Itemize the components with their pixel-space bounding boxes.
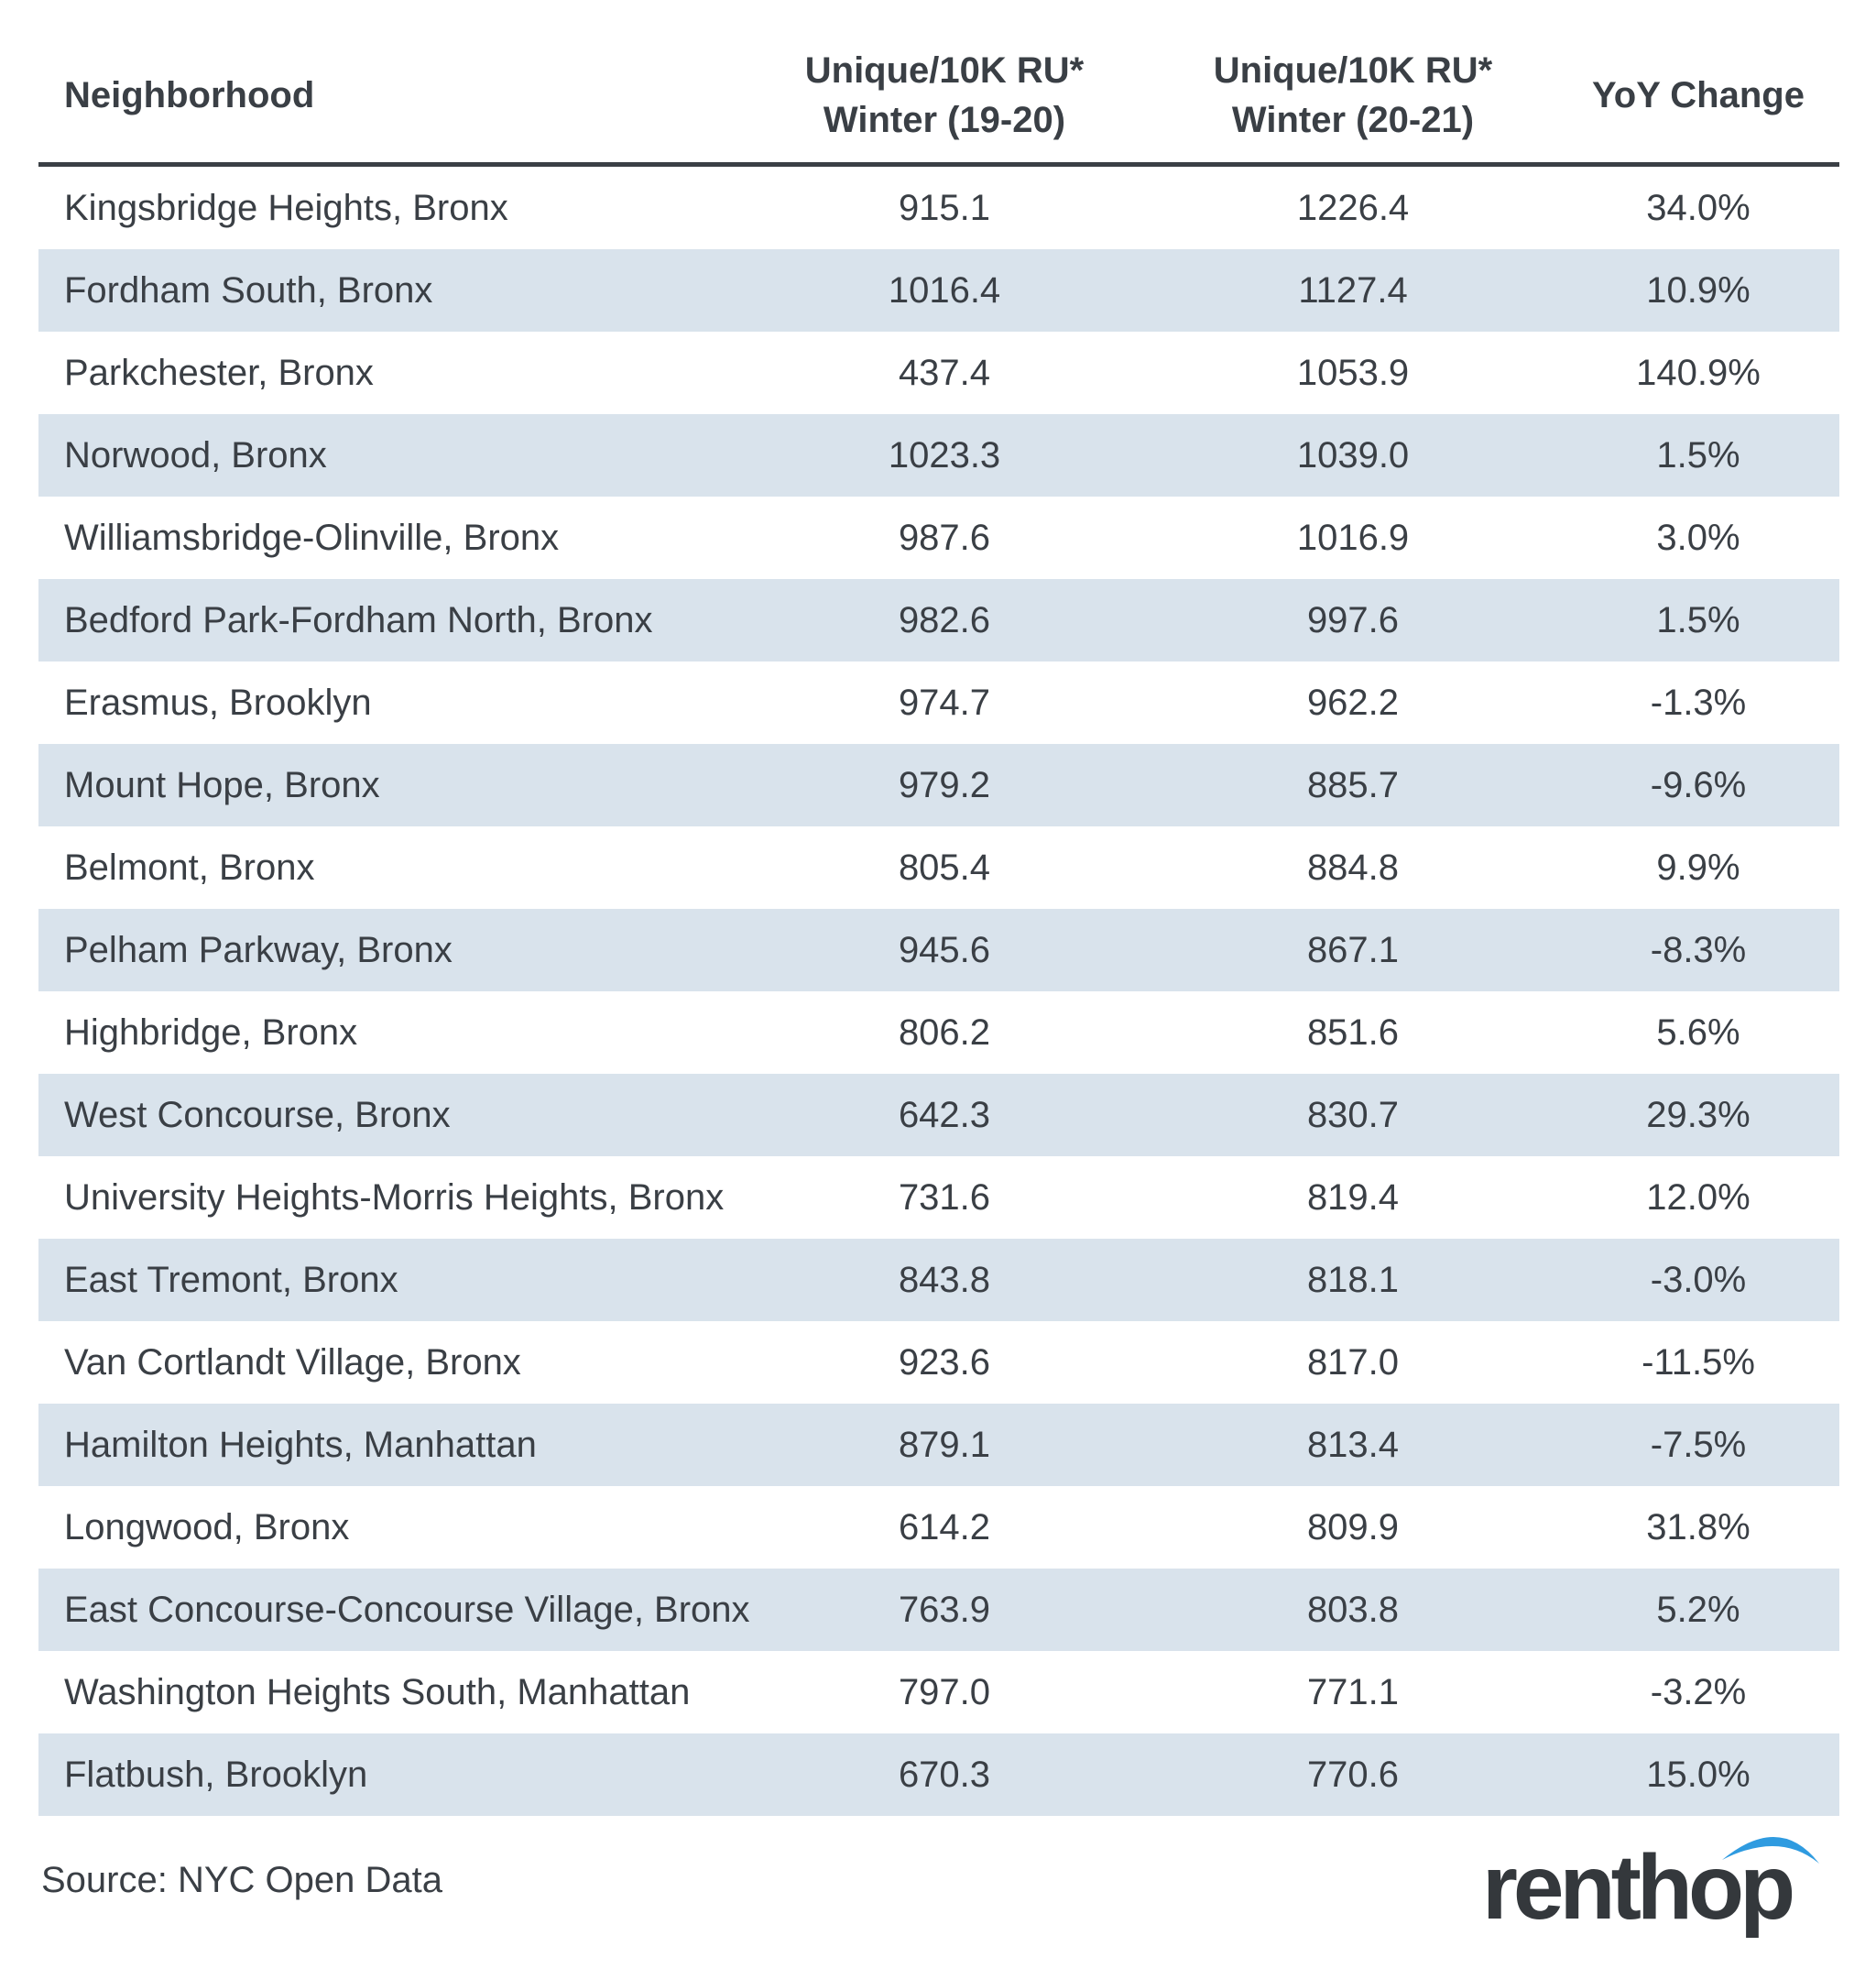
- cell-winter-20-21: 1127.4: [1149, 249, 1557, 332]
- cell-yoy-change: -3.0%: [1557, 1239, 1839, 1321]
- header-winter-20-21-line1: Unique/10K RU*: [1213, 49, 1493, 91]
- cell-yoy-change: -7.5%: [1557, 1404, 1839, 1486]
- cell-yoy-change: 31.8%: [1646, 1506, 1751, 1547]
- cell-winter-19-20: 879.1: [740, 1404, 1149, 1486]
- header-winter-20-21: [1149, 27, 1557, 165]
- cell-winter-20-21: 770.6: [1149, 1733, 1557, 1816]
- table-row: [38, 1569, 1839, 1651]
- table-row: [38, 579, 1839, 661]
- cell-winter-20-21: 817.0: [1306, 1341, 1400, 1383]
- cell-winter-19-20: 642.3: [740, 1074, 1149, 1156]
- table-row: [38, 1651, 1839, 1733]
- cell-neighborhood: Longwood, Bronx: [64, 1506, 350, 1547]
- cell-winter-20-21: 1016.9: [1296, 517, 1410, 558]
- cell-yoy-change: 29.3%: [1557, 1074, 1839, 1156]
- table-body: [38, 165, 1839, 1817]
- table-row: [38, 1733, 1839, 1816]
- cell-winter-19-20: 982.6: [740, 579, 1149, 661]
- cell-winter-20-21: 997.6: [1149, 579, 1557, 661]
- cell-winter-20-21: 803.8: [1149, 1569, 1557, 1651]
- table-row: [38, 661, 1839, 744]
- cell-yoy-change: 12.0%: [1646, 1176, 1751, 1218]
- data-table-container: [38, 27, 1839, 1816]
- cell-neighborhood: Kingsbridge Heights, Bronx: [64, 187, 508, 228]
- cell-neighborhood: Highbridge, Bronx: [64, 1011, 358, 1053]
- cell-yoy-change: 34.0%: [1646, 187, 1751, 228]
- cell-yoy-change: 9.9%: [1656, 847, 1740, 888]
- cell-yoy-change: -9.6%: [1557, 744, 1839, 826]
- cell-yoy-change: 5.6%: [1656, 1011, 1740, 1053]
- cell-winter-20-21: 962.2: [1306, 682, 1400, 723]
- renthop-logo: [1473, 1823, 1839, 1942]
- cell-winter-20-21: 851.6: [1306, 1011, 1400, 1053]
- cell-winter-19-20: 945.6: [740, 909, 1149, 991]
- cell-yoy-change: 1.5%: [1557, 579, 1839, 661]
- cell-winter-19-20: 614.2: [898, 1506, 991, 1547]
- cell-neighborhood: Erasmus, Brooklyn: [64, 682, 372, 723]
- header-winter-19-20: [740, 27, 1149, 165]
- cell-neighborhood: Williamsbridge-Olinville, Bronx: [64, 517, 560, 558]
- cell-neighborhood: Norwood, Bronx: [38, 414, 740, 497]
- cell-winter-20-21: 1226.4: [1296, 187, 1410, 228]
- cell-yoy-change: 140.9%: [1636, 352, 1761, 393]
- cell-winter-19-20: 731.6: [898, 1176, 991, 1218]
- cell-winter-19-20: 806.2: [898, 1011, 991, 1053]
- cell-yoy-change: 3.0%: [1656, 517, 1740, 558]
- table-row: [38, 909, 1839, 991]
- cell-neighborhood: Washington Heights South, Manhattan: [64, 1671, 691, 1712]
- cell-winter-19-20: 670.3: [740, 1733, 1149, 1816]
- cell-neighborhood: Flatbush, Brooklyn: [38, 1733, 740, 1816]
- cell-winter-19-20: 987.6: [898, 517, 991, 558]
- table-row: [38, 249, 1839, 332]
- cell-winter-20-21: 1053.9: [1296, 352, 1410, 393]
- cell-winter-20-21: 819.4: [1306, 1176, 1400, 1218]
- cell-yoy-change: -3.2%: [1650, 1671, 1747, 1712]
- cell-yoy-change: 5.2%: [1557, 1569, 1839, 1651]
- logo-wordmark: renthop: [1482, 1836, 1792, 1939]
- cell-winter-19-20: 974.7: [898, 682, 991, 723]
- cell-neighborhood: Pelham Parkway, Bronx: [38, 909, 740, 991]
- neighborhood-table: [38, 27, 1839, 1816]
- cell-winter-20-21: 813.4: [1149, 1404, 1557, 1486]
- cell-winter-19-20: 1016.4: [740, 249, 1149, 332]
- table-row: [38, 414, 1839, 497]
- table-row: [38, 497, 1839, 579]
- cell-neighborhood: Hamilton Heights, Manhattan: [38, 1404, 740, 1486]
- header-neighborhood-label: Neighborhood: [64, 74, 315, 115]
- header-yoy-change-label: YoY Change: [1592, 74, 1805, 115]
- cell-yoy-change: -8.3%: [1557, 909, 1839, 991]
- cell-winter-20-21: 884.8: [1306, 847, 1400, 888]
- cell-winter-20-21: 818.1: [1149, 1239, 1557, 1321]
- header-neighborhood: [38, 27, 740, 165]
- cell-winter-19-20: 923.6: [898, 1341, 991, 1383]
- cell-winter-19-20: 1023.3: [740, 414, 1149, 497]
- cell-neighborhood: Mount Hope, Bronx: [38, 744, 740, 826]
- cell-winter-19-20: 797.0: [898, 1671, 991, 1712]
- cell-winter-20-21: 867.1: [1149, 909, 1557, 991]
- cell-neighborhood: Belmont, Bronx: [64, 847, 315, 888]
- cell-winter-20-21: 809.9: [1306, 1506, 1400, 1547]
- cell-winter-20-21: 771.1: [1306, 1671, 1400, 1712]
- cell-neighborhood: Parkchester, Bronx: [64, 352, 374, 393]
- cell-winter-19-20: 843.8: [740, 1239, 1149, 1321]
- cell-winter-19-20: 915.1: [898, 187, 991, 228]
- table-row: [38, 1239, 1839, 1321]
- cell-winter-19-20: 979.2: [740, 744, 1149, 826]
- table-row: [38, 826, 1839, 909]
- cell-neighborhood: West Concourse, Bronx: [38, 1074, 740, 1156]
- cell-neighborhood: Fordham South, Bronx: [38, 249, 740, 332]
- cell-neighborhood: Bedford Park-Fordham North, Bronx: [38, 579, 740, 661]
- table-row: [38, 1486, 1839, 1569]
- header-yoy-change: [1557, 27, 1839, 165]
- header-winter-20-21-line2: Winter (20-21): [1231, 99, 1475, 140]
- cell-neighborhood: East Tremont, Bronx: [38, 1239, 740, 1321]
- header-winter-19-20-line2: Winter (19-20): [823, 99, 1066, 140]
- table-row: [38, 332, 1839, 414]
- cell-winter-20-21: 830.7: [1149, 1074, 1557, 1156]
- cell-yoy-change: 10.9%: [1557, 249, 1839, 332]
- cell-winter-19-20: 763.9: [740, 1569, 1149, 1651]
- cell-winter-20-21: 885.7: [1149, 744, 1557, 826]
- table-header: [38, 27, 1839, 165]
- header-winter-19-20-line1: Unique/10K RU*: [804, 49, 1085, 91]
- table-row: [38, 1074, 1839, 1156]
- cell-neighborhood: East Concourse-Concourse Village, Bronx: [38, 1569, 740, 1651]
- cell-winter-19-20: 805.4: [898, 847, 991, 888]
- cell-yoy-change: 1.5%: [1557, 414, 1839, 497]
- table-row: [38, 1404, 1839, 1486]
- table-row: [38, 165, 1839, 250]
- cell-yoy-change: -11.5%: [1642, 1341, 1755, 1383]
- table-row: [38, 1321, 1839, 1404]
- cell-yoy-change: -1.3%: [1650, 682, 1747, 723]
- source-note: Source: NYC Open Data: [41, 1860, 442, 1900]
- cell-neighborhood: University Heights-Morris Heights, Bronx: [64, 1176, 725, 1218]
- cell-winter-19-20: 437.4: [898, 352, 991, 393]
- table-row: [38, 744, 1839, 826]
- table-row: [38, 991, 1839, 1074]
- table-row: [38, 1156, 1839, 1239]
- header-row: [38, 27, 1839, 165]
- cell-yoy-change: 15.0%: [1557, 1733, 1839, 1816]
- cell-neighborhood: Van Cortlandt Village, Bronx: [64, 1341, 521, 1383]
- cell-winter-20-21: 1039.0: [1149, 414, 1557, 497]
